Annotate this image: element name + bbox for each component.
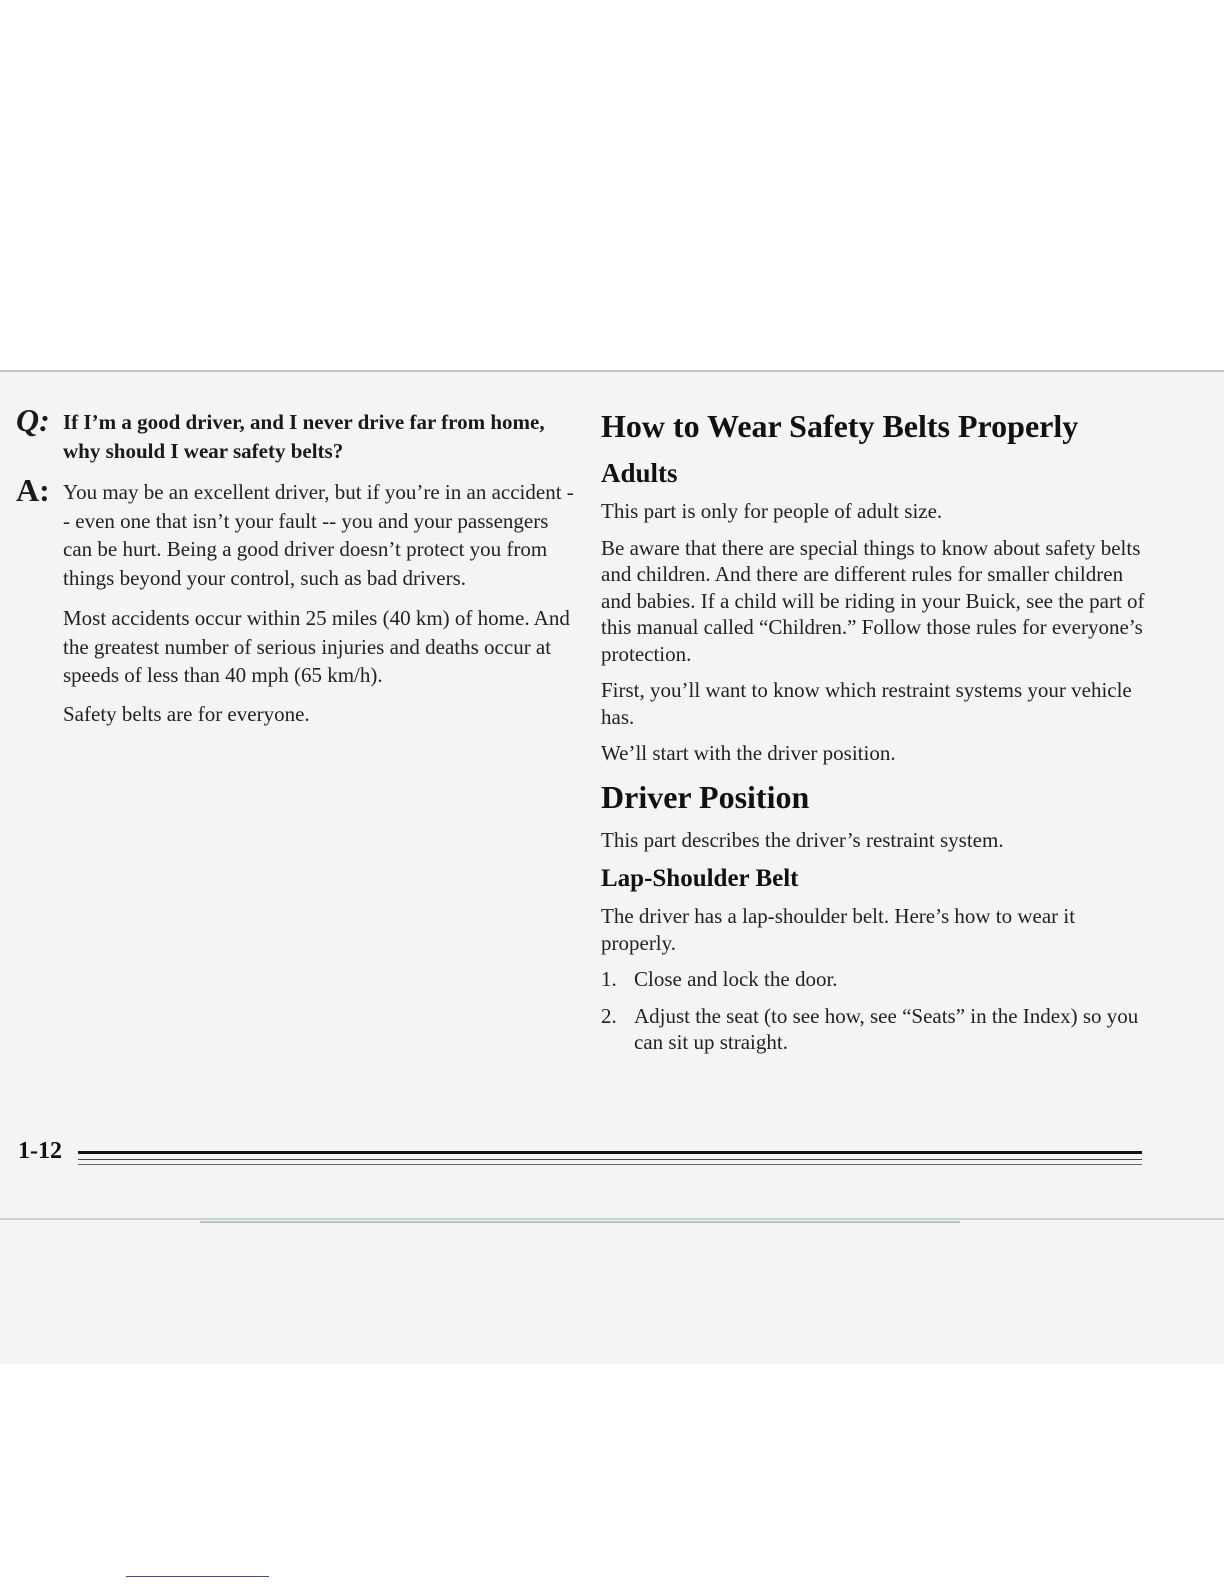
section-heading: How to Wear Safety Belts Properly: [601, 408, 1079, 444]
steps-list: [601, 966, 1146, 1056]
footer-rule-thin: [78, 1159, 1142, 1160]
question-text: If I’m a good driver, and I never drive far from home, why should I wear safety belts?: [63, 410, 545, 463]
step-number: 1.: [601, 967, 617, 991]
question-block: [16, 402, 576, 466]
answer-block: [16, 472, 576, 592]
step-number: 2.: [601, 1003, 617, 1028]
accident-statistics-paragraph: Most accidents occur within 25 miles (40 km) of home. And the greatest number of serious injuries and deaths occur at speeds of less than 40 mph (65 km/h).: [63, 606, 570, 687]
driver-position-paragraph: This part describes the driver’s restraint system.: [601, 827, 1004, 852]
right-column: [601, 406, 1146, 1066]
answer-marker: A:: [16, 472, 50, 508]
question-marker: Q:: [16, 402, 50, 438]
page-bottom-border: [0, 1218, 1224, 1220]
safety-belts-everyone-paragraph: Safety belts are for everyone.: [63, 701, 310, 726]
adults-paragraph-1: This part is only for people of adult size.: [601, 499, 943, 523]
adults-paragraph-2: Be aware that there are special things to know about safety belts and children. And there are different rules for smaller children and babies. If a child will be riding in your Buick, see the part of this manual called “Children.” Follow those rules for everyone’s protection.: [601, 535, 1145, 666]
driver-position-heading: Driver Position: [601, 778, 810, 815]
page-bottom-shadow: [200, 1221, 960, 1223]
step-text: Close and lock the door.: [634, 967, 838, 991]
footer-rule: [78, 1151, 1142, 1154]
adults-heading: Adults: [601, 458, 678, 488]
list-item: [601, 1003, 1146, 1056]
adults-paragraph-4: We’ll start with the driver position.: [601, 741, 896, 765]
answer-text: You may be an excellent driver, but if you’re in an accident -- even one that isn’t your fault -- you and your passengers can be hurt. Being a good driver doesn’t protect you from things beyond your control, such as bad drivers.: [63, 480, 574, 590]
page-number: 1-12: [18, 1138, 62, 1164]
bottom-underline: [126, 1576, 269, 1577]
lap-shoulder-belt-heading: Lap-Shoulder Belt: [601, 865, 799, 892]
list-item: [601, 966, 1146, 993]
footer-rule-thin-2: [78, 1164, 1142, 1165]
adults-paragraph-3: First, you’ll want to know which restraint systems your vehicle has.: [601, 678, 1132, 729]
left-column: [16, 402, 576, 738]
lap-shoulder-belt-paragraph: The driver has a lap-shoulder belt. Here’s how to wear it properly.: [601, 904, 1076, 955]
step-text: Adjust the seat (to see how, see “Seats” in the Index) so you can sit up straight.: [634, 1003, 1139, 1054]
